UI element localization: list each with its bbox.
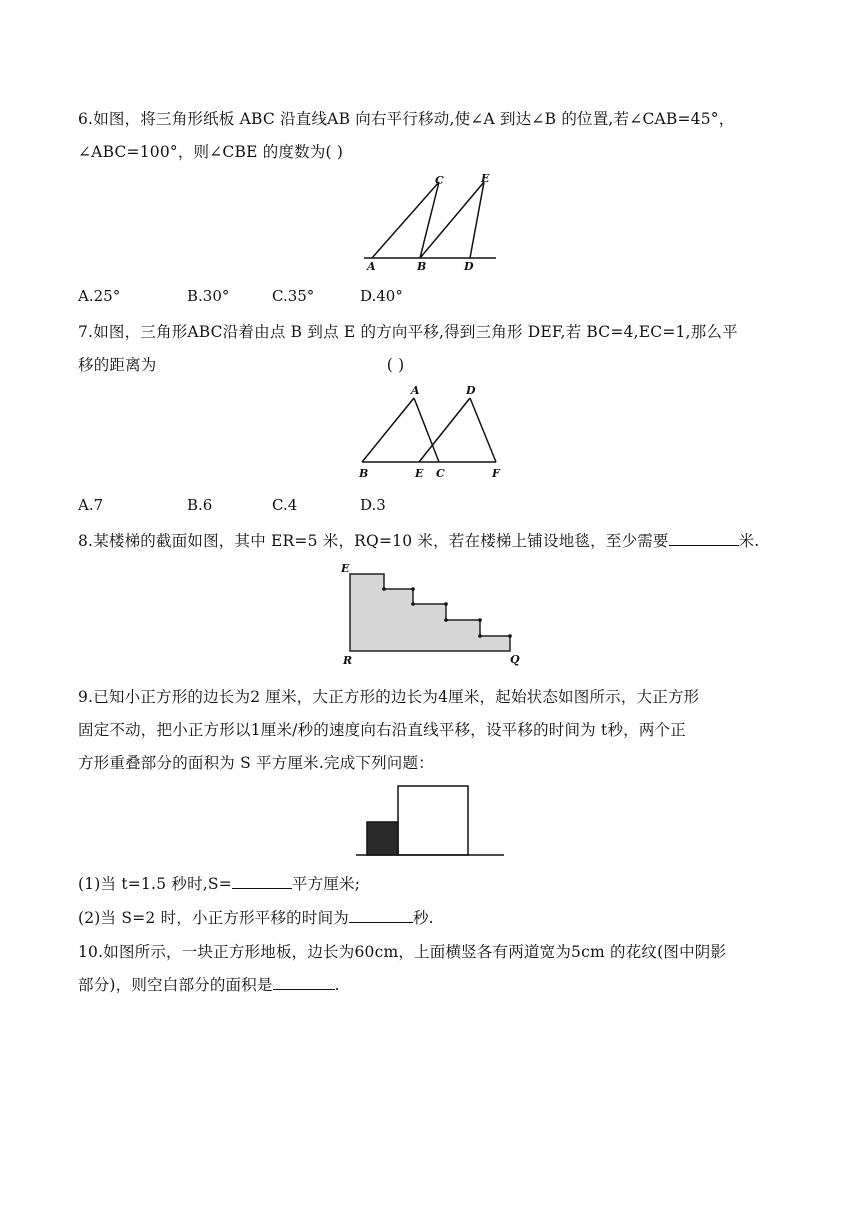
q6-option-b: B.30°	[187, 287, 230, 305]
q6-option-d: D.40°	[360, 287, 403, 305]
q7-option-d: D.3	[360, 496, 386, 514]
q9-text-line2: 固定不动，把小正方形以1厘米/秒的速度向右沿直线平移，设平移的时间为 t秒，两个正	[78, 721, 686, 739]
q8-label-e: E	[341, 562, 350, 575]
q7-text-line2	[78, 353, 404, 375]
q6-text-line1: 6.如图，将三角形纸板 ABC 沿直线AB 向右平行移动,使∠A 到达∠B 的位置,若∠CAB=45°，	[78, 110, 735, 128]
q9-sub1	[78, 872, 360, 894]
q7-answer-paren: ( )	[386, 356, 405, 374]
q7-label-c: C	[436, 467, 445, 480]
q10-text-start: 部分)，则空白部分的面积是	[78, 976, 273, 994]
q9-figure-squares	[352, 778, 512, 860]
q6-option-c: C.35°	[272, 287, 315, 305]
q6-label-e: E	[481, 172, 490, 185]
q9-sub2-end: 秒.	[412, 909, 434, 927]
q6-text-line2: ∠ABC=100°，则∠CBE 的度数为( )	[78, 143, 344, 161]
q8-label-q: Q	[510, 653, 520, 666]
q10-text-end: .	[334, 976, 340, 994]
q9-text-line1: 9.已知小正方形的边长为2 厘米，大正方形的边长为4厘米，起始状态如图所示，大正方形	[78, 688, 700, 706]
q10-text-line1: 10.如图所示，一块正方形地板，边长为60cm，上面横竖各有两道宽为5cm 的花纹(图中阴影	[78, 943, 727, 961]
q8-figure-staircase	[338, 562, 528, 668]
q7-option-c: C.4	[272, 496, 298, 514]
q7-label-e: E	[415, 467, 424, 480]
q8-label-r: R	[343, 654, 353, 667]
q6-label-b: B	[417, 260, 427, 272]
q8-text-line1	[78, 529, 759, 551]
q8-text-end: 米.	[738, 532, 760, 550]
q7-option-b: B.6	[187, 496, 213, 514]
q10-answer-blank[interactable]	[273, 975, 335, 990]
q7-label-a: A	[411, 384, 420, 397]
q9-text-line3: 方形重叠部分的面积为 S 平方厘米.完成下列问题：	[78, 754, 434, 772]
q6-label-c: C	[435, 174, 444, 187]
q7-label-b: B	[359, 467, 369, 480]
q9-sub1-start: (1)当 t=1.5 秒时,S=	[78, 875, 232, 893]
q9-sub1-end: 平方厘米;	[291, 875, 361, 893]
q6-label-a: A	[367, 260, 376, 272]
q6-option-a: A.25°	[78, 287, 121, 305]
q6-label-d: D	[464, 260, 474, 272]
q7-text-line1: 7.如图，三角形ABC沿着由点 B 到点 E 的方向平移,得到三角形 DEF,若 BC=4,EC=1,那么平	[78, 323, 738, 341]
q9-sub1-answer-blank[interactable]	[232, 874, 292, 889]
q7-figure-translated-triangles	[352, 384, 512, 486]
q9-sub2-answer-blank[interactable]	[349, 908, 413, 923]
q10-text-line2	[78, 973, 340, 995]
q8-text-start: 8.某楼梯的截面如图，其中 ER=5 米，RQ=10 米，若在楼梯上铺设地毯，至少需要	[78, 532, 669, 550]
q9-sub2	[78, 906, 434, 928]
q8-answer-blank[interactable]	[669, 531, 739, 546]
q9-sub2-start: (2)当 S=2 时，小正方形平移的时间为	[78, 909, 349, 927]
q7-label-f: F	[492, 467, 500, 480]
q7-option-a: A.7	[78, 496, 104, 514]
q7-label-d: D	[466, 384, 476, 397]
q7-text-line2-start: 移的距离为	[78, 356, 157, 374]
q6-figure-translated-triangles	[360, 172, 500, 272]
